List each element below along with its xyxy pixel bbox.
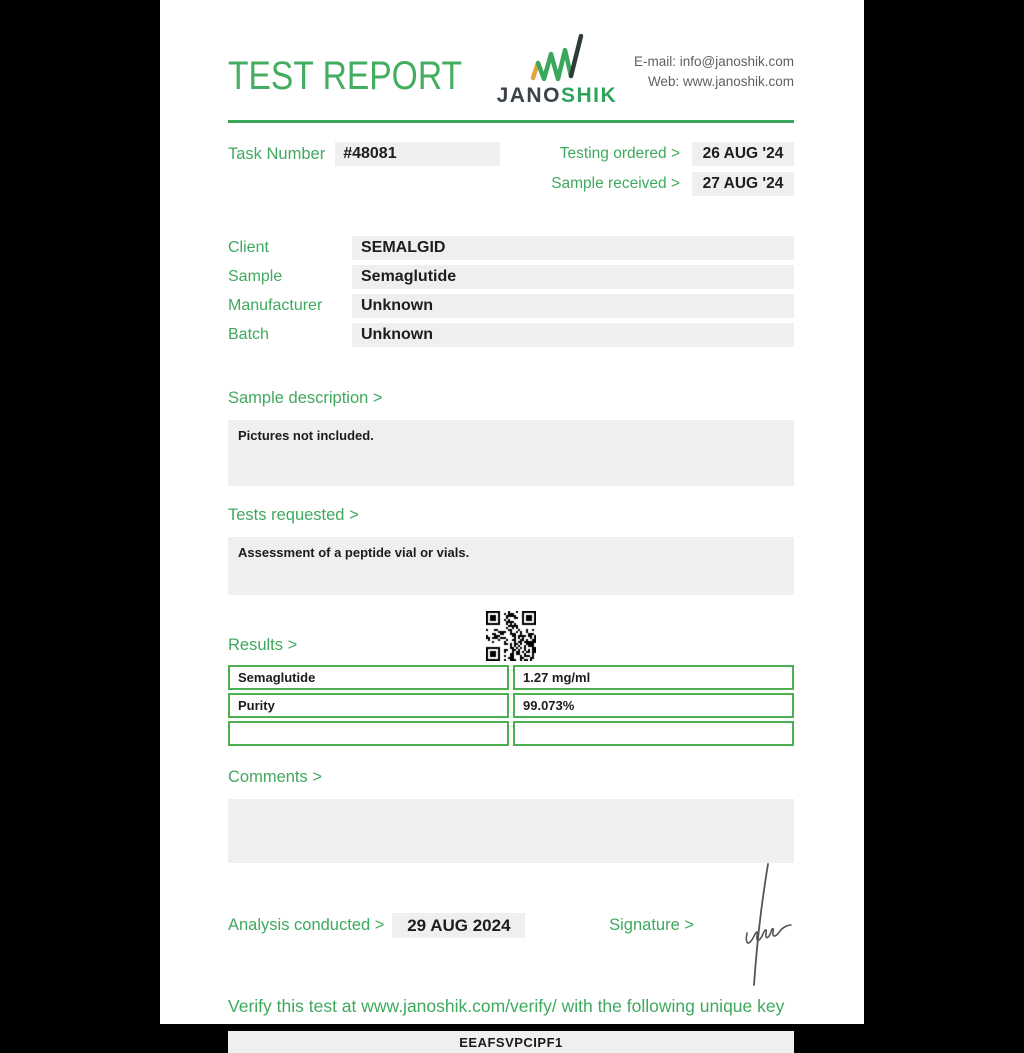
result-value: 99.073% [513,693,794,718]
sample-received-value: 27 AUG '24 [692,172,794,196]
manufacturer-value: Unknown [352,294,794,318]
result-name: Purity [228,693,509,718]
signature-label: Signature > [609,916,694,934]
contact-info [634,52,794,91]
result-name: Semaglutide [228,665,509,690]
header-divider [228,120,794,123]
report-page [160,0,864,1050]
sample-description-label: Sample description > [228,389,383,407]
testing-ordered-label: Testing ordered > [559,145,680,162]
results-header [228,611,794,663]
task-number-value: #48081 [335,142,500,166]
detail-row-batch: Batch Unknown [228,323,794,347]
table-row [228,693,794,718]
analysis-conducted-label: Analysis conducted > [228,916,385,934]
result-value: 1.27 mg/ml [513,665,794,690]
verify-text: Verify this test at www.janoshik.com/verify/ with the following unique key [228,996,785,1016]
contact-email: E-mail: info@janoshik.com [633,54,794,69]
tests-requested-box: Assessment of a peptide vial or vials. [228,537,794,595]
task-dates-row [228,142,794,196]
table-row [228,721,794,746]
signature-image [710,861,802,991]
sample-value: Semaglutide [352,265,794,289]
chart-growth-icon [519,30,595,88]
comments-box [228,799,794,863]
result-name [228,721,509,746]
detail-row-sample: Sample Semaglutide [228,265,794,289]
task-number-label: Task Number [228,144,326,163]
analysis-date-value: 29 AUG 2024 [392,913,525,938]
detail-row-manufacturer: Manufacturer Unknown [228,294,794,318]
client-value: SEMALGID [352,236,794,260]
table-row [228,665,794,690]
janoshik-logo [497,30,618,108]
analysis-signature-row [228,913,794,938]
sample-received-label: Sample received > [551,175,680,192]
comments-label: Comments > [228,768,322,786]
contact-web: Web: www.janoshik.com [647,73,794,89]
testing-ordered-value: 26 AUG '24 [692,142,794,166]
unique-key-value: EEAFSVPCIPF1 [228,1031,794,1053]
sample-description-box: Pictures not included. [228,420,794,486]
detail-row-client: Client SEMALGID [228,236,794,260]
results-table [228,665,794,746]
testing-ordered-row [551,142,794,166]
header [228,30,794,108]
page-title: TEST REPORT [228,54,463,98]
qr-code [486,611,536,666]
sample-received-row [551,172,794,196]
logo-wordmark: JANOSHIK [496,84,618,107]
result-value [513,721,794,746]
results-label: Results > [228,636,298,654]
sample-details [228,236,794,347]
tests-requested-label: Tests requested > [228,506,359,524]
batch-value: Unknown [352,323,794,347]
